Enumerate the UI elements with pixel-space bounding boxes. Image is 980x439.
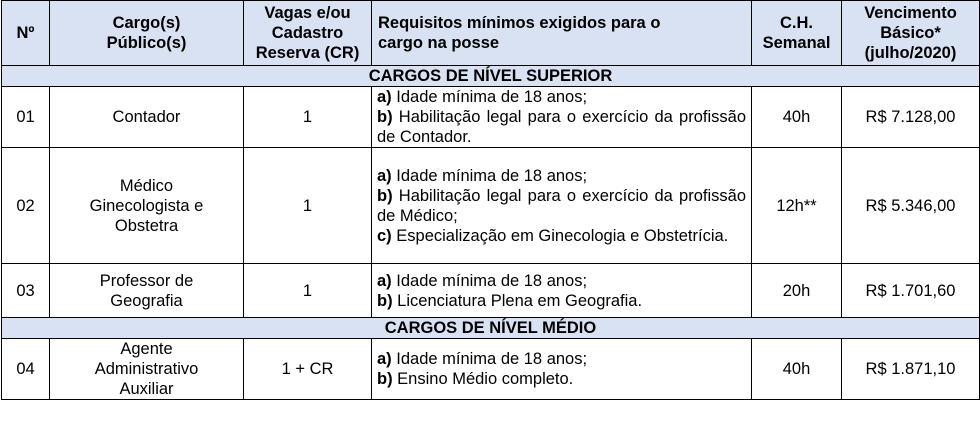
header-vagas-line: Reserva (CR)	[255, 44, 360, 62]
header-cargo-line: Cargo(s)	[112, 14, 181, 32]
section-row	[2, 66, 980, 87]
cargo-line: Agente	[120, 340, 173, 358]
positions-table-body	[2, 1, 980, 400]
requisito-letter: b)	[377, 370, 393, 388]
requisito-letter: b)	[377, 291, 393, 310]
cargo-line: Médico	[119, 176, 174, 195]
cargo-line: Administrativo	[94, 360, 199, 378]
requisito-item	[377, 166, 746, 186]
positions-table	[1, 0, 980, 400]
cell-ch: 12h**	[752, 148, 842, 264]
cargo-line: Professor de	[99, 271, 194, 290]
cargo-line: Ginecologista e	[89, 196, 204, 215]
requisito-item	[377, 186, 746, 226]
header-vagas-line: Vagas e/ou	[264, 4, 351, 22]
header-vencimento-line: Vencimento	[864, 4, 957, 22]
cell-vagas: 1 + CR	[244, 339, 372, 400]
header-row	[2, 1, 980, 66]
cell-vagas: 1	[244, 148, 372, 264]
header-requisitos-line: cargo na posse	[378, 34, 500, 52]
cell-cargo	[50, 339, 244, 400]
cell-no: 02	[2, 148, 50, 264]
table-row	[2, 264, 980, 318]
requisito-letter: a)	[377, 88, 392, 106]
section-title: CARGOS DE NÍVEL MÉDIO	[2, 318, 980, 339]
header-no: Nº	[2, 1, 50, 66]
requisito-item	[377, 291, 746, 311]
section-title: CARGOS DE NÍVEL SUPERIOR	[2, 66, 980, 87]
header-ch-line: Semanal	[762, 34, 831, 52]
requisito-letter: b)	[377, 108, 393, 126]
header-cargo-line: Público(s)	[106, 34, 187, 52]
requisito-text: Idade mínima de 18 anos;	[396, 166, 588, 185]
cell-requisitos	[372, 87, 752, 148]
requisito-text: Habilitação legal para o exercício da profissão de Contador.	[377, 108, 746, 146]
requisito-item	[377, 349, 746, 369]
cargo-line: Obstetra	[114, 216, 179, 235]
header-vencimento	[842, 1, 980, 66]
cell-ch: 20h	[752, 264, 842, 318]
cell-vagas: 1	[244, 264, 372, 318]
requisito-letter: a)	[377, 271, 392, 290]
requisito-item	[377, 369, 746, 389]
table-row	[2, 87, 980, 148]
table-row	[2, 339, 980, 400]
header-cargo	[50, 1, 244, 66]
requisito-text: Idade mínima de 18 anos;	[396, 271, 588, 290]
requisito-text: Idade mínima de 18 anos;	[396, 88, 588, 106]
header-vencimento-line: (julho/2020)	[864, 44, 957, 62]
cargo-line: Contador	[112, 108, 181, 126]
cargo-line: Geografia	[110, 291, 183, 310]
requisito-item	[377, 226, 746, 246]
cell-requisitos	[372, 339, 752, 400]
cell-requisitos	[372, 148, 752, 264]
table-row	[2, 148, 980, 264]
cell-cargo	[50, 264, 244, 318]
cell-vencimento: R$ 7.128,00	[842, 87, 980, 148]
header-requisitos	[372, 1, 752, 66]
cell-vencimento: R$ 5.346,00	[842, 148, 980, 264]
requisito-letter: a)	[377, 350, 392, 368]
requisito-item	[377, 87, 746, 107]
requisito-letter: b)	[377, 186, 393, 205]
header-requisitos-line: Requisitos mínimos exigidos para o	[378, 14, 661, 32]
cell-no: 01	[2, 87, 50, 148]
header-vencimento-line: Básico*	[880, 24, 941, 42]
cell-no: 03	[2, 264, 50, 318]
requisito-text: Licenciatura Plena em Geografia.	[397, 291, 643, 310]
requisito-text: Idade mínima de 18 anos;	[396, 350, 588, 368]
requisito-text: Especialização em Ginecologia e Obstetrícia.	[396, 226, 729, 245]
cell-vencimento: R$ 1.701,60	[842, 264, 980, 318]
requisito-text: Ensino Médio completo.	[397, 370, 574, 388]
section-row	[2, 318, 980, 339]
header-ch-line: C.H.	[780, 14, 813, 32]
requisito-item	[377, 107, 746, 147]
requisito-text: Habilitação legal para o exercício da profissão de Médico;	[377, 186, 746, 225]
cell-requisitos	[372, 264, 752, 318]
cell-no: 04	[2, 339, 50, 400]
cell-cargo	[50, 87, 244, 148]
requisito-letter: c)	[377, 226, 392, 245]
cell-ch: 40h	[752, 87, 842, 148]
requisito-item	[377, 271, 746, 291]
header-vagas-line: Cadastro	[271, 24, 344, 42]
cell-cargo	[50, 148, 244, 264]
cargo-line: Auxiliar	[119, 380, 174, 398]
cell-ch: 40h	[752, 339, 842, 400]
cell-vencimento: R$ 1.871,10	[842, 339, 980, 400]
cell-vagas: 1	[244, 87, 372, 148]
header-vagas	[244, 1, 372, 66]
requisito-letter: a)	[377, 166, 392, 185]
header-ch	[752, 1, 842, 66]
